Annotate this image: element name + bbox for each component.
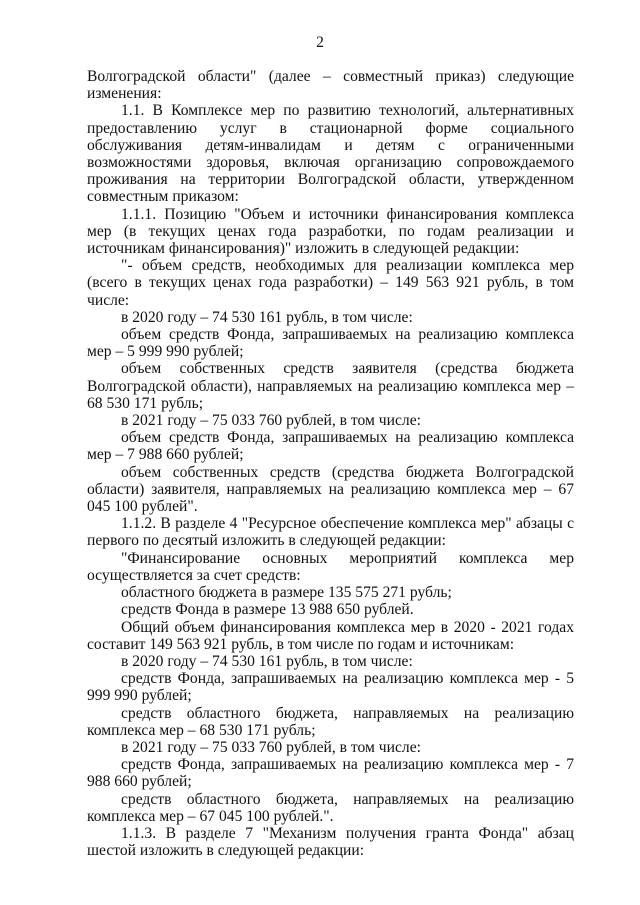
paragraph-financing-sources: "Финансирование основных мероприятий комплекса мер осуществляется за счет средств: xyxy=(87,549,574,584)
paragraph-2021-fund-b: средств Фонда, запрашиваемых на реализацию комплекса мер - 7 988 660 рублей; xyxy=(87,756,574,791)
document-body xyxy=(87,68,574,859)
page-number: 2 xyxy=(316,34,324,51)
paragraph-2021-total: в 2021 году – 75 033 760 рублей, в том числе: xyxy=(121,412,421,430)
paragraph-2020-budget-b: средств областного бюджета, направляемых на реализацию комплекса мер – 68 530 171 рубль; xyxy=(87,704,574,739)
paragraph-1-1: 1.1. В Комплексе мер по развитию технологий, альтернативных предоставлению услуг в стационарной форме социального обслуживания детям-инвалидам и детям с ограниченными возможностями здоровья, включая организацию сопровождаемого проживания на территории Волгоградской области, утвержденном совместным приказом: xyxy=(87,102,574,206)
paragraph-intro-continuation: Волгоградской области" (далее – совместный приказ) следующие изменения: xyxy=(87,68,574,103)
paragraph-regional-budget: областного бюджета в размере 135 575 271 рубль; xyxy=(121,584,452,602)
paragraph-2021-budget-b: средств областного бюджета, направляемых на реализацию комплекса мер – 67 045 100 рублей.". xyxy=(87,790,574,825)
paragraph-2021-total-b: в 2021 году – 75 033 760 рублей, в том числе: xyxy=(121,738,421,756)
paragraph-1-1-2: 1.1.2. В разделе 4 "Ресурсное обеспечение комплекса мер" абзацы с первого по десятый изложить в следующей редакции: xyxy=(87,515,574,550)
paragraph-2020-own-funds: объем собственных средств заявителя (средства бюджета Волгоградской области), направляемых на реализацию комплекса мер – 68 530 171 рубль; xyxy=(87,360,574,412)
paragraph-total-2020-2021: Общий объем финансирования комплекса мер в 2020 - 2021 годах составит 149 563 921 рубль, в том числе по годам и источникам: xyxy=(87,618,574,653)
paragraph-fund-amount: средств Фонда в размере 13 988 650 рублей. xyxy=(121,601,414,619)
paragraph-1-1-3: 1.1.3. В разделе 7 "Механизм получения гранта Фонда" абзац шестой изложить в следующей редакции: xyxy=(87,824,574,860)
paragraph-total-funding: "- объем средств, необходимых для реализации комплекса мер (всего в текущих ценах года разработки) – 149 563 921 рубль, в том числе: xyxy=(87,257,574,309)
paragraph-2020-fund: объем средств Фонда, запрашиваемых на реализацию комплекса мер – 5 999 990 рублей; xyxy=(87,326,574,361)
paragraph-2021-own-funds: объем собственных средств (средства бюджета Волгоградской области) заявителя, направляемых на реализацию комплекса мер – 67 045 100 рублей". xyxy=(87,463,574,516)
paragraph-2021-fund: объем средств Фонда, запрашиваемых на реализацию комплекса мер – 7 988 660 рублей; xyxy=(87,429,574,464)
paragraph-1-1-1: 1.1.1. Позицию "Объем и источники финансирования комплекса мер (в текущих ценах года разработки, по годам реализации и источникам финансирования)" изложить в следующей редакции: xyxy=(87,205,574,258)
paragraph-2020-total: в 2020 году – 74 530 161 рубль, в том числе: xyxy=(121,308,413,326)
paragraph-2020-total-b: в 2020 году – 74 530 161 рубль, в том числе: xyxy=(121,652,413,670)
paragraph-2020-fund-b: средств Фонда, запрашиваемых на реализацию комплекса мер - 5 999 990 рублей; xyxy=(87,670,574,705)
